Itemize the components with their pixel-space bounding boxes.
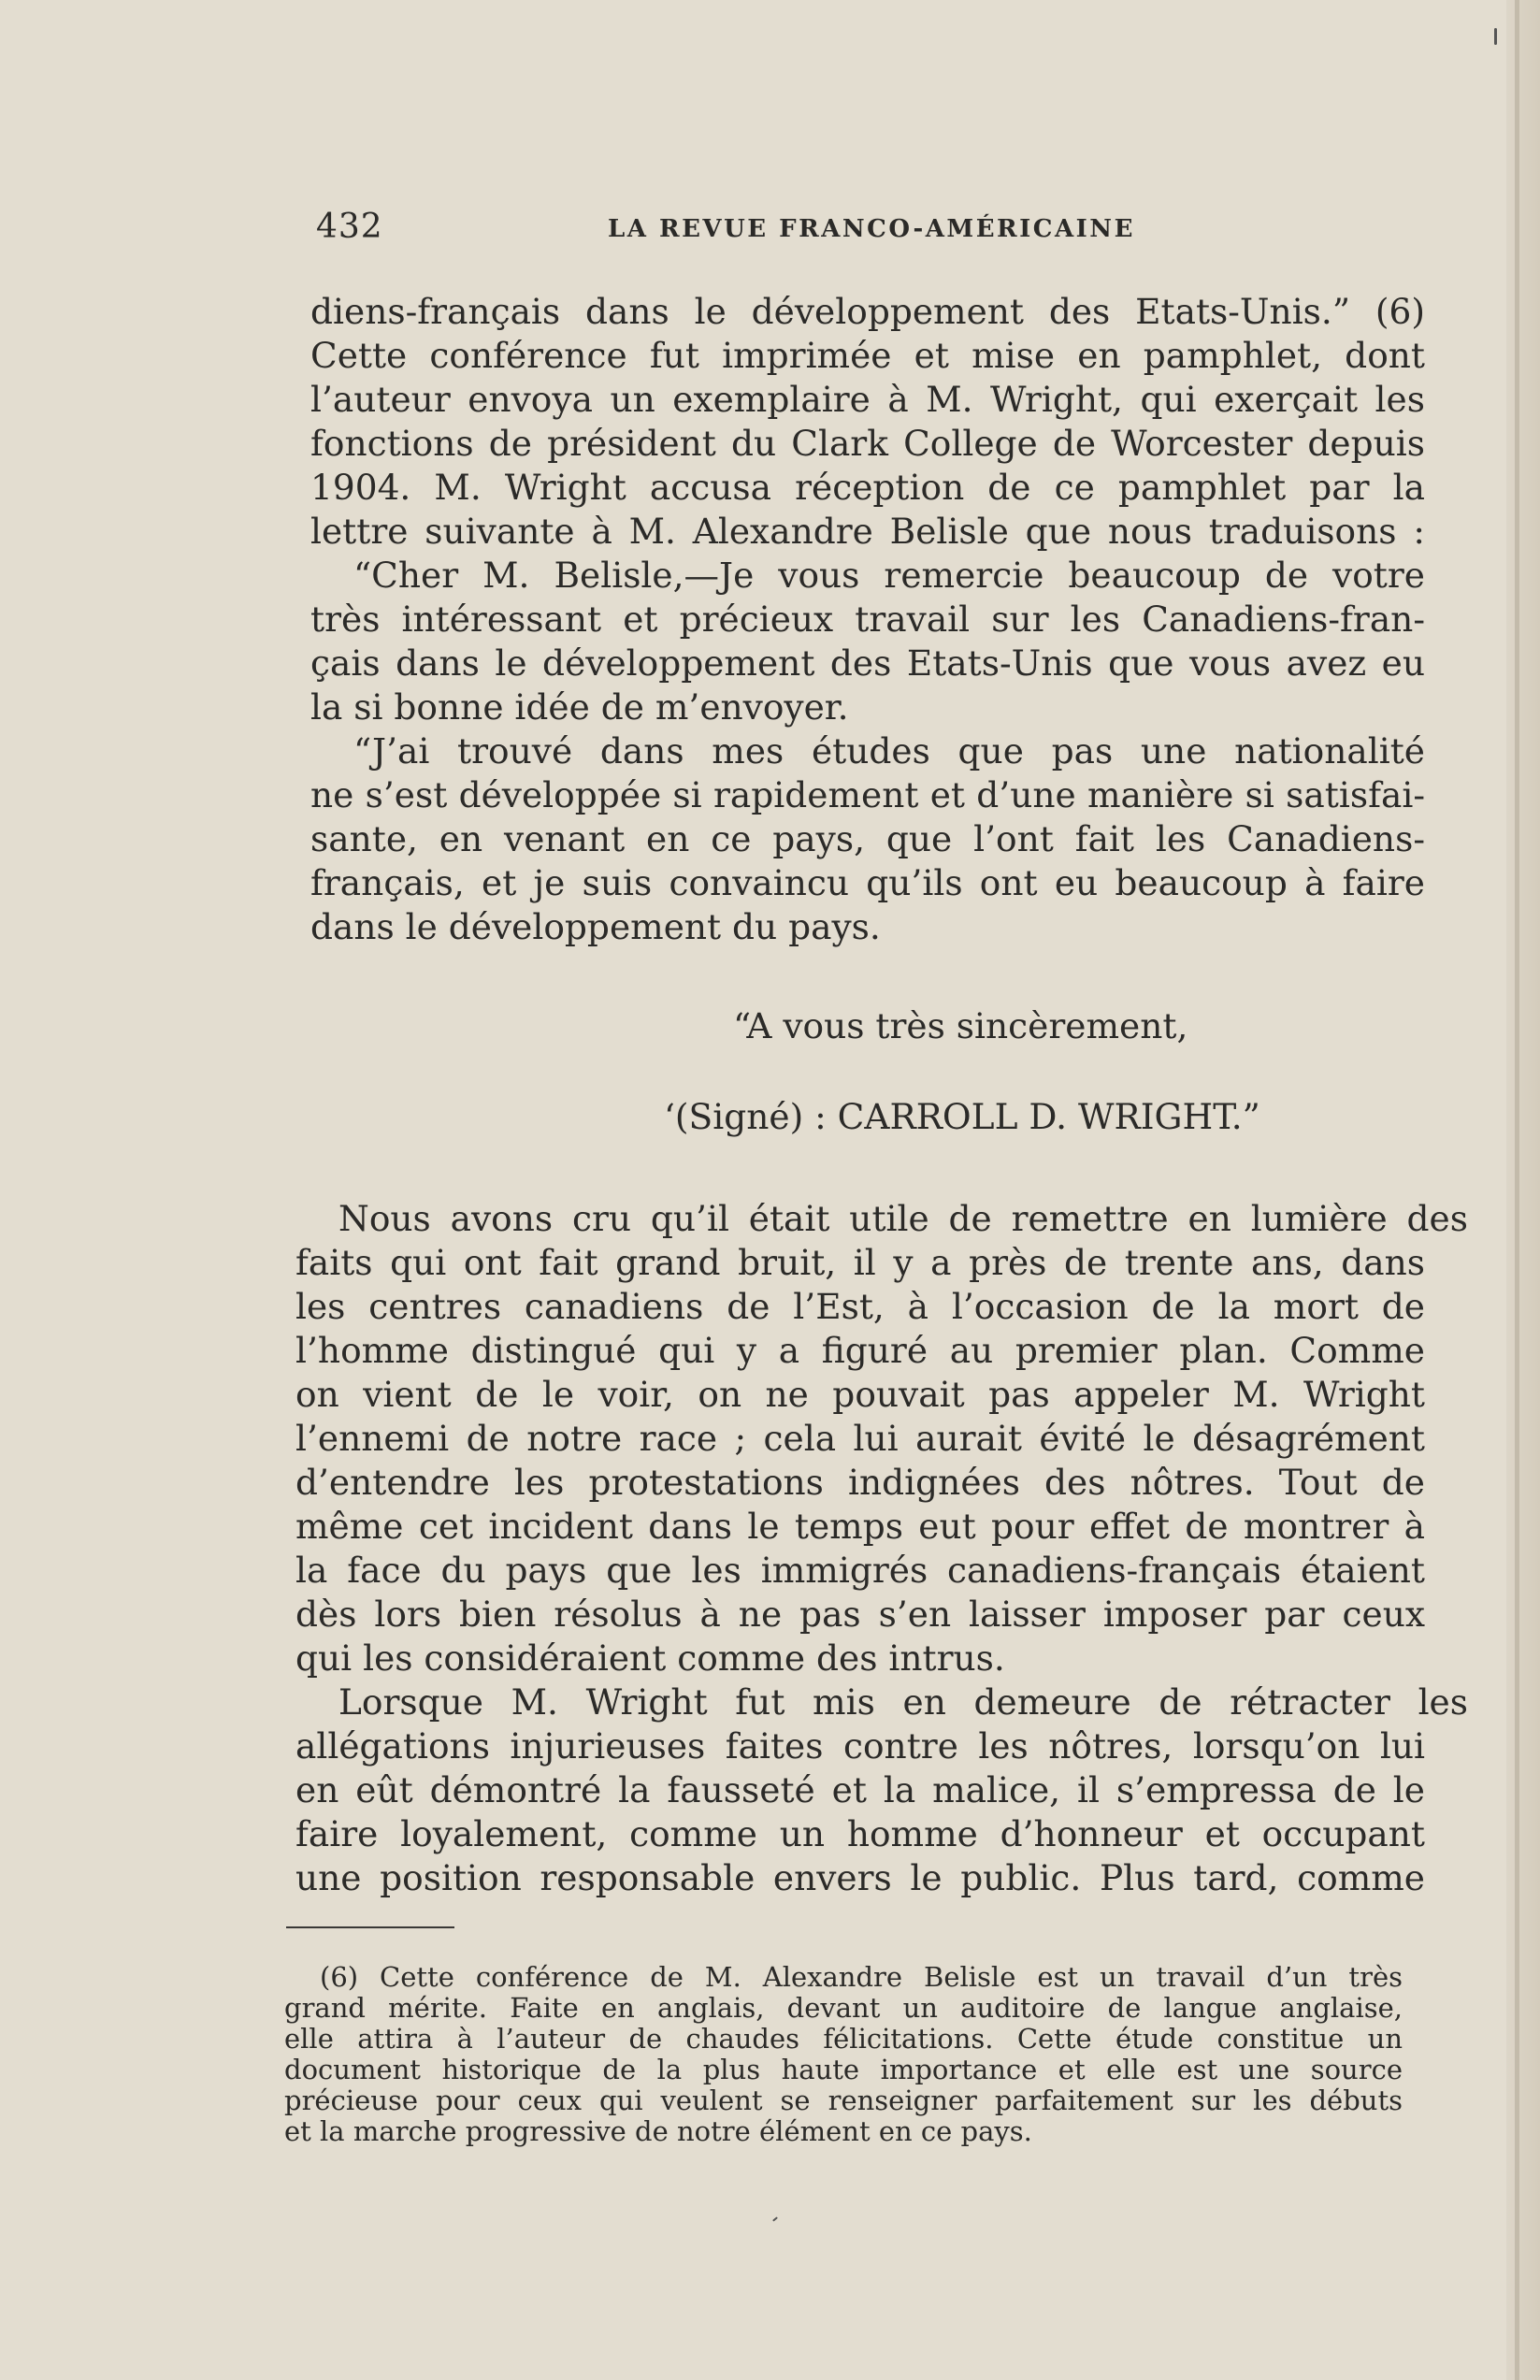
text-line: lettre suivante à M. Alexandre Belisle que nous traduisons : <box>310 511 1425 552</box>
text-line: 1904. M. Wright accusa réception de ce pamphlet par la <box>310 467 1425 508</box>
text-line: la si bonne idée de m’envoyer. <box>310 686 849 728</box>
footnote <box>284 1962 1403 2147</box>
paragraph-1 <box>310 290 1425 949</box>
text-line: çais dans le développement des Etats-Unis que vous avez eu <box>310 642 1425 684</box>
page-edge <box>1506 0 1540 2380</box>
text-line: on vient de le voir, on ne pouvait pas appeler M. Wright <box>295 1374 1425 1415</box>
footnote-line: précieuse pour ceux qui veulent se renseigner parfaitement sur les débuts <box>284 2084 1403 2116</box>
page-header <box>316 208 1444 264</box>
letter-salutation: “A vous très sincèrement, <box>733 1005 1188 1046</box>
text-line: “Cher M. Belisle,—Je vous remercie beaucoup de votre <box>353 555 1425 596</box>
text-line: Nous avons cru qu’il était utile de remettre en lumière des <box>338 1198 1468 1239</box>
page-number: 432 <box>316 208 383 246</box>
text-line: d’entendre les protestations indignées des nôtres. Tout de <box>295 1462 1425 1503</box>
text-line: allégations injurieuses faites contre les nôtres, lorsqu’on lui <box>295 1725 1425 1767</box>
text-line: fonctions de président du Clark College de Worcester depuis <box>310 423 1425 464</box>
footnote-rule <box>286 1926 454 1928</box>
text-line: “J’ai trouvé dans mes études que pas une nationalité <box>353 730 1425 772</box>
footnote-line: (6) Cette conférence de M. Alexandre Belisle est un travail d’un très <box>320 1961 1403 1993</box>
text-line: en eût démontré la fausseté et la malice, il s’empressa de le <box>295 1769 1425 1810</box>
text-line: l’homme distingué qui y a figuré au premier plan. Comme <box>295 1330 1425 1371</box>
text-line: faire loyalement, comme un homme d’honneur et occupant <box>295 1813 1425 1854</box>
text-line: ne s’est développée si rapidement et d’une manière si satisfai- <box>310 774 1425 815</box>
page-mark <box>1494 28 1497 45</box>
text-line: sante, en venant en ce pays, que l’ont fait les Canadiens- <box>310 818 1425 859</box>
running-title: LA REVUE FRANCO-AMÉRICAINE <box>608 215 1135 243</box>
footnote-line: document historique de la plus haute importance et elle est une source <box>284 2054 1403 2085</box>
text-line: dans le développement du pays. <box>310 906 881 947</box>
footnote-line: grand mérite. Faite en anglais, devant un auditoire de langue anglaise, <box>284 1992 1403 2024</box>
main-text <box>295 290 1468 1898</box>
footnote-line: et la marche progressive de notre élément en ce pays. <box>284 2115 1032 2147</box>
letter-signature: ‘(Signé) : CARROLL D. WRIGHT.” <box>664 1096 1260 1137</box>
text-line: très intéressant et précieux travail sur les Canadiens-fran- <box>310 599 1425 640</box>
text-line: Lorsque M. Wright fut mis en demeure de rétracter les <box>338 1681 1468 1723</box>
text-line: faits qui ont fait grand bruit, il y a près de trente ans, dans <box>295 1242 1425 1283</box>
text-line: l’auteur envoya un exemplaire à M. Wright, qui exerçait les <box>310 379 1425 420</box>
page-edge-shadow <box>1515 0 1519 2380</box>
text-line: l’ennemi de notre race ; cela lui aurait évité le désagrément <box>295 1418 1425 1459</box>
ink-speck <box>772 2216 778 2221</box>
text-line: dès lors bien résolus à ne pas s’en laisser imposer par ceux <box>295 1594 1425 1635</box>
text-line: qui les considéraient comme des intrus. <box>295 1637 1005 1679</box>
text-line: même cet incident dans le temps eut pour effet de montrer à <box>295 1506 1425 1547</box>
text-line: une position responsable envers le public. Plus tard, comme <box>295 1857 1425 1898</box>
text-line: Cette conférence fut imprimée et mise en pamphlet, dont <box>310 335 1425 376</box>
text-line: français, et je suis convaincu qu’ils ont eu beaucoup à faire <box>310 862 1425 903</box>
paragraph-2 <box>295 1197 1468 1900</box>
text-line: les centres canadiens de l’Est, à l’occasion de la mort de <box>295 1286 1425 1327</box>
footnote-line: elle attira à l’auteur de chaudes félicitations. Cette étude constitue un <box>284 2023 1403 2055</box>
text-line: la face du pays que les immigrés canadiens-français étaient <box>295 1550 1425 1591</box>
text-line: diens-français dans le développement des Etats-Unis.” (6) <box>310 291 1425 332</box>
